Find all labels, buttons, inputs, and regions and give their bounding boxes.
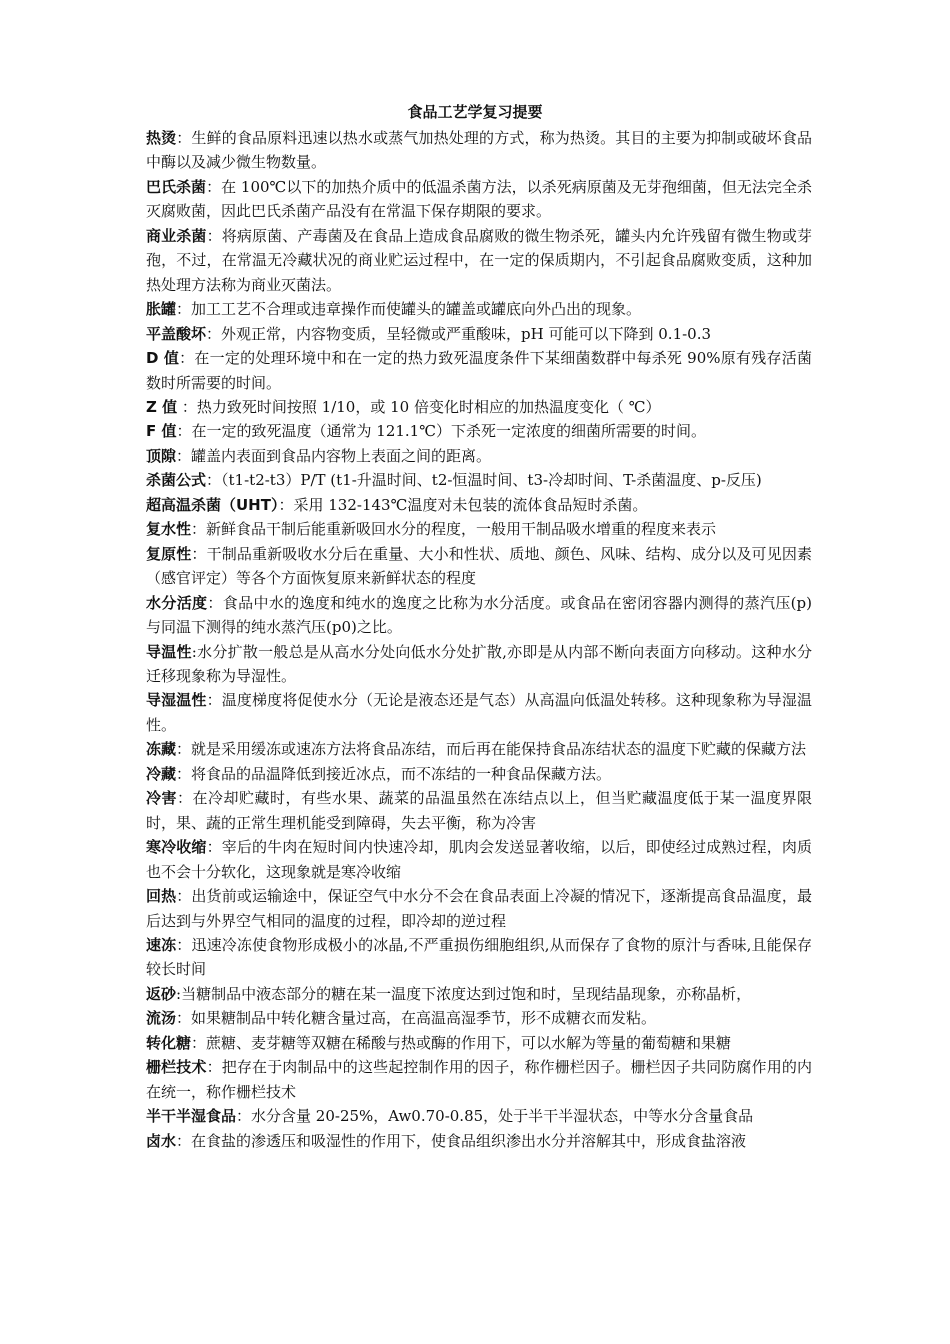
glossary-entry bbox=[146, 982, 812, 1006]
glossary-entry bbox=[146, 1031, 812, 1055]
glossary-entry bbox=[146, 762, 812, 786]
entry-term: 平盖酸坏 bbox=[146, 324, 207, 343]
entry-definition: 水分扩散一般总是从高水分处向低水分处扩散,亦即是从内部不断向表面方向移动。这种水分迁移现象称为导湿性。 bbox=[146, 642, 812, 685]
entry-term: 复水性 bbox=[146, 520, 192, 539]
entry-definition: 出货前或运输途中，保证空气中水分不会在食品表面上冷凝的情况下，逐渐提高食品温度，最后达到与外界空气相同的温度的过程，即冷却的逆过程 bbox=[146, 887, 812, 930]
entry-term: 商业杀菌 bbox=[146, 226, 207, 245]
entry-definition: 迅速冷冻使食物形成极小的冰晶,不严重损伤细胞组织,从而保存了食物的原汁与香味,且能保存较长时间 bbox=[146, 935, 812, 979]
entry-term: 导温性 bbox=[146, 642, 192, 661]
entry-definition: 如果糖制品中转化糖含量过高，在高温高湿季节，形不成糖衣而发粘。 bbox=[191, 1009, 657, 1028]
entry-term: 寒冷收缩 bbox=[146, 838, 207, 857]
entry-term: 返砂 bbox=[146, 984, 177, 1003]
entry-separator: ： bbox=[207, 593, 223, 612]
entry-separator: ： bbox=[176, 764, 192, 783]
entry-definition: 将病原菌、产毒菌及在食品上造成食品腐败的微生物杀死，罐头内允许残留有微生物或芽孢，不过，在常温无冷藏状况的商业贮运过程中，在一定的保质期内，不引起食品腐败变质，这种加热处理方法称为商业灭菌法。 bbox=[146, 226, 812, 294]
glossary-entry bbox=[146, 444, 812, 468]
entry-definition: 温度梯度将促使水分（无论是液态还是气态）从高温向低温处转移。这种现象称为导湿温性。 bbox=[146, 691, 812, 734]
entry-definition: 在 100℃以下的加热介质中的低温杀菌方法，以杀死病原菌及无芽孢细菌，但无法完全杀灭腐败菌，因此巴氏杀菌产品没有在常温下保存期限的要求。 bbox=[146, 177, 812, 221]
entry-definition: 采用 132-143℃温度对未包装的流体食品短时杀菌。 bbox=[293, 495, 648, 514]
entry-separator: ： bbox=[191, 1033, 207, 1052]
entry-definition: 加工工艺不合理或违章操作而使罐头的罐盖或罐底向外凸出的现象。 bbox=[191, 300, 642, 319]
glossary-entry bbox=[146, 346, 812, 395]
glossary-entry bbox=[146, 688, 812, 737]
entry-separator: ： bbox=[206, 471, 222, 490]
entry-separator: ： bbox=[278, 495, 294, 514]
glossary-entry bbox=[146, 591, 812, 640]
entry-definition: 当糖制品中液态部分的糖在某一温度下浓度达到过饱和时，呈现结晶现象，亦称晶析， bbox=[181, 984, 752, 1003]
glossary-entry bbox=[146, 126, 812, 175]
entry-definition: 就是采用缓冻或速冻方法将食品冻结，而后再在能保持食品冻结状态的温度下贮藏的保藏方法 bbox=[191, 740, 807, 759]
page-title: 食品工艺学复习提要 bbox=[407, 103, 543, 121]
entry-term: D 值 bbox=[146, 349, 180, 368]
entry-definition: （t1-t2-t3）P/T (t1-升温时间、t2-恒温时间、t3-冷却时间、T-杀菌温度、p-反压) bbox=[221, 471, 762, 490]
entry-definition: 把存在于肉制品中的这些起控制作用的因子，称作栅栏因子。栅栏因子共同防腐作用的内在统一，称作栅栏技术 bbox=[146, 1058, 812, 1101]
entry-term: 冷害 bbox=[146, 789, 177, 808]
entry-separator: ： bbox=[176, 422, 192, 441]
entry-separator: ： bbox=[177, 789, 193, 808]
entry-term: 巴氏杀菌 bbox=[146, 177, 207, 196]
entry-separator: ： bbox=[176, 300, 192, 319]
entry-definition: 水分含量 20-25%，Aw0.70-0.85，处于半干半湿状态，中等水分含量食品 bbox=[251, 1107, 754, 1126]
entry-separator: ： bbox=[176, 129, 192, 147]
entry-term: 导湿温性 bbox=[146, 691, 207, 710]
entry-term: 胀罐 bbox=[146, 300, 177, 319]
glossary-entry bbox=[146, 419, 812, 443]
entry-separator: ： bbox=[206, 838, 222, 857]
entry-term: 复原性 bbox=[146, 544, 192, 563]
entry-term: Z 值 bbox=[146, 397, 178, 416]
entry-separator: : bbox=[191, 642, 197, 661]
entry-term: 速冻 bbox=[146, 935, 177, 954]
entry-term: 超高温杀菌（UHT） bbox=[146, 495, 279, 514]
entry-definition: 蔗糖、麦芽糖等双糖在稀酸与热或酶的作用下，可以水解为等量的葡萄糖和果糖 bbox=[206, 1033, 732, 1052]
entry-term: 冷藏 bbox=[146, 764, 177, 783]
glossary-entry bbox=[146, 786, 812, 835]
entry-separator: ： bbox=[191, 520, 207, 539]
entry-separator: : bbox=[176, 984, 182, 1003]
glossary-entry bbox=[146, 517, 812, 541]
entry-separator: ： bbox=[176, 1009, 192, 1028]
glossary-entry bbox=[146, 884, 812, 933]
entry-separator: ： bbox=[177, 397, 197, 416]
glossary-entry bbox=[146, 933, 812, 982]
entry-definition: 罐盖内表面到食品内容物上表面之间的距离。 bbox=[191, 446, 492, 465]
glossary-entry bbox=[146, 1129, 812, 1153]
entry-separator: ： bbox=[176, 887, 192, 906]
glossary-entry bbox=[146, 1055, 812, 1104]
entry-separator: ： bbox=[206, 226, 222, 245]
glossary-list bbox=[146, 126, 812, 1153]
entry-term: 卤水 bbox=[146, 1131, 177, 1150]
entry-separator: ： bbox=[179, 349, 195, 368]
glossary-entry bbox=[146, 542, 812, 591]
entry-separator: ： bbox=[176, 935, 192, 954]
entry-separator: ： bbox=[176, 740, 192, 759]
entry-term: 杀菌公式 bbox=[146, 471, 207, 490]
entry-separator: ： bbox=[206, 324, 222, 343]
entry-separator: ： bbox=[206, 177, 222, 196]
entry-definition: 将食品的品温降低到接近冰点，而不冻结的一种食品保藏方法。 bbox=[191, 764, 612, 783]
entry-term: 转化糖 bbox=[146, 1033, 192, 1052]
entry-term: 冻藏 bbox=[146, 740, 177, 759]
glossary-entry bbox=[146, 395, 812, 419]
entry-separator: ： bbox=[206, 1058, 222, 1077]
entry-separator: ： bbox=[176, 1131, 192, 1150]
entry-definition: 生鲜的食品原料迅速以热水或蒸气加热处理的方式，称为热烫。其目的主要为抑制或破坏食品中酶以及减少微生物数量。 bbox=[146, 129, 812, 172]
entry-definition: 宰后的牛肉在短时间内快速冷却，肌肉会发送显著收缩，以后，即使经过成熟过程，肉质也不会十分软化，这现象就是寒冷收缩 bbox=[146, 838, 812, 881]
entry-term: 流汤 bbox=[146, 1009, 177, 1028]
entry-definition: 热力致死时间按照 1/10，或 10 倍变化时相应的加热温度变化（ ℃） bbox=[196, 397, 661, 416]
entry-term: 半干半湿食品 bbox=[146, 1107, 237, 1126]
entry-term: F 值 bbox=[146, 422, 177, 441]
entry-separator: ： bbox=[236, 1107, 252, 1126]
entry-term: 顶隙 bbox=[146, 446, 177, 465]
glossary-entry bbox=[146, 1104, 812, 1128]
entry-separator: ： bbox=[206, 691, 222, 710]
entry-separator: ： bbox=[191, 544, 207, 563]
entry-definition: 在冷却贮藏时，有些水果、蔬菜的品温虽然在冻结点以上，但当贮藏温度低于某一温度界限时，果、蔬的正常生理机能受到障碍，失去平衡，称为冷害 bbox=[146, 789, 812, 832]
entry-term: 水分活度 bbox=[146, 593, 208, 612]
entry-definition: 新鲜食品干制后能重新吸回水分的程度，一般用干制品吸水增重的程度来表示 bbox=[206, 520, 717, 539]
glossary-entry bbox=[146, 297, 812, 321]
glossary-entry bbox=[146, 224, 812, 297]
entry-definition: 在一定的致死温度（通常为 121.1℃）下杀死一定浓度的细菌所需要的时间。 bbox=[191, 422, 706, 441]
glossary-entry bbox=[146, 175, 812, 224]
entry-term: 回热 bbox=[146, 887, 177, 906]
glossary-entry bbox=[146, 835, 812, 884]
entry-separator: ： bbox=[176, 446, 192, 465]
glossary-entry bbox=[146, 322, 812, 346]
entry-definition: 干制品重新吸收水分后在重量、大小和性状、质地、颜色、风味、结构、成分以及可见因素（感官评定）等各个方面恢复原来新鲜状态的程度 bbox=[146, 544, 812, 588]
entry-term: 栅栏技术 bbox=[146, 1058, 207, 1077]
entry-definition: 在食盐的渗透压和吸湿性的作用下，使食品组织渗出水分并溶解其中，形成食盐溶液 bbox=[191, 1131, 747, 1150]
entry-definition: 在一定的处理环境中和在一定的热力致死温度条件下某细菌数群中每杀死 90%原有残存活菌数时所需要的时间。 bbox=[146, 349, 812, 392]
glossary-entry bbox=[146, 493, 812, 517]
glossary-entry bbox=[146, 1006, 812, 1030]
glossary-entry bbox=[146, 737, 812, 761]
glossary-entry bbox=[146, 640, 812, 689]
entry-definition: 食品中水的逸度和纯水的逸度之比称为水分活度。或食品在密闭容器内测得的蒸汽压(p)与同温下测得的纯水蒸汽压(p0)之比。 bbox=[146, 593, 812, 637]
entry-term: 热烫 bbox=[146, 129, 177, 147]
entry-definition: 外观正常，内容物变质，呈轻微或严重酸味，pH 可能可以下降到 0.1-0.3 bbox=[221, 324, 712, 343]
glossary-entry bbox=[146, 468, 812, 492]
